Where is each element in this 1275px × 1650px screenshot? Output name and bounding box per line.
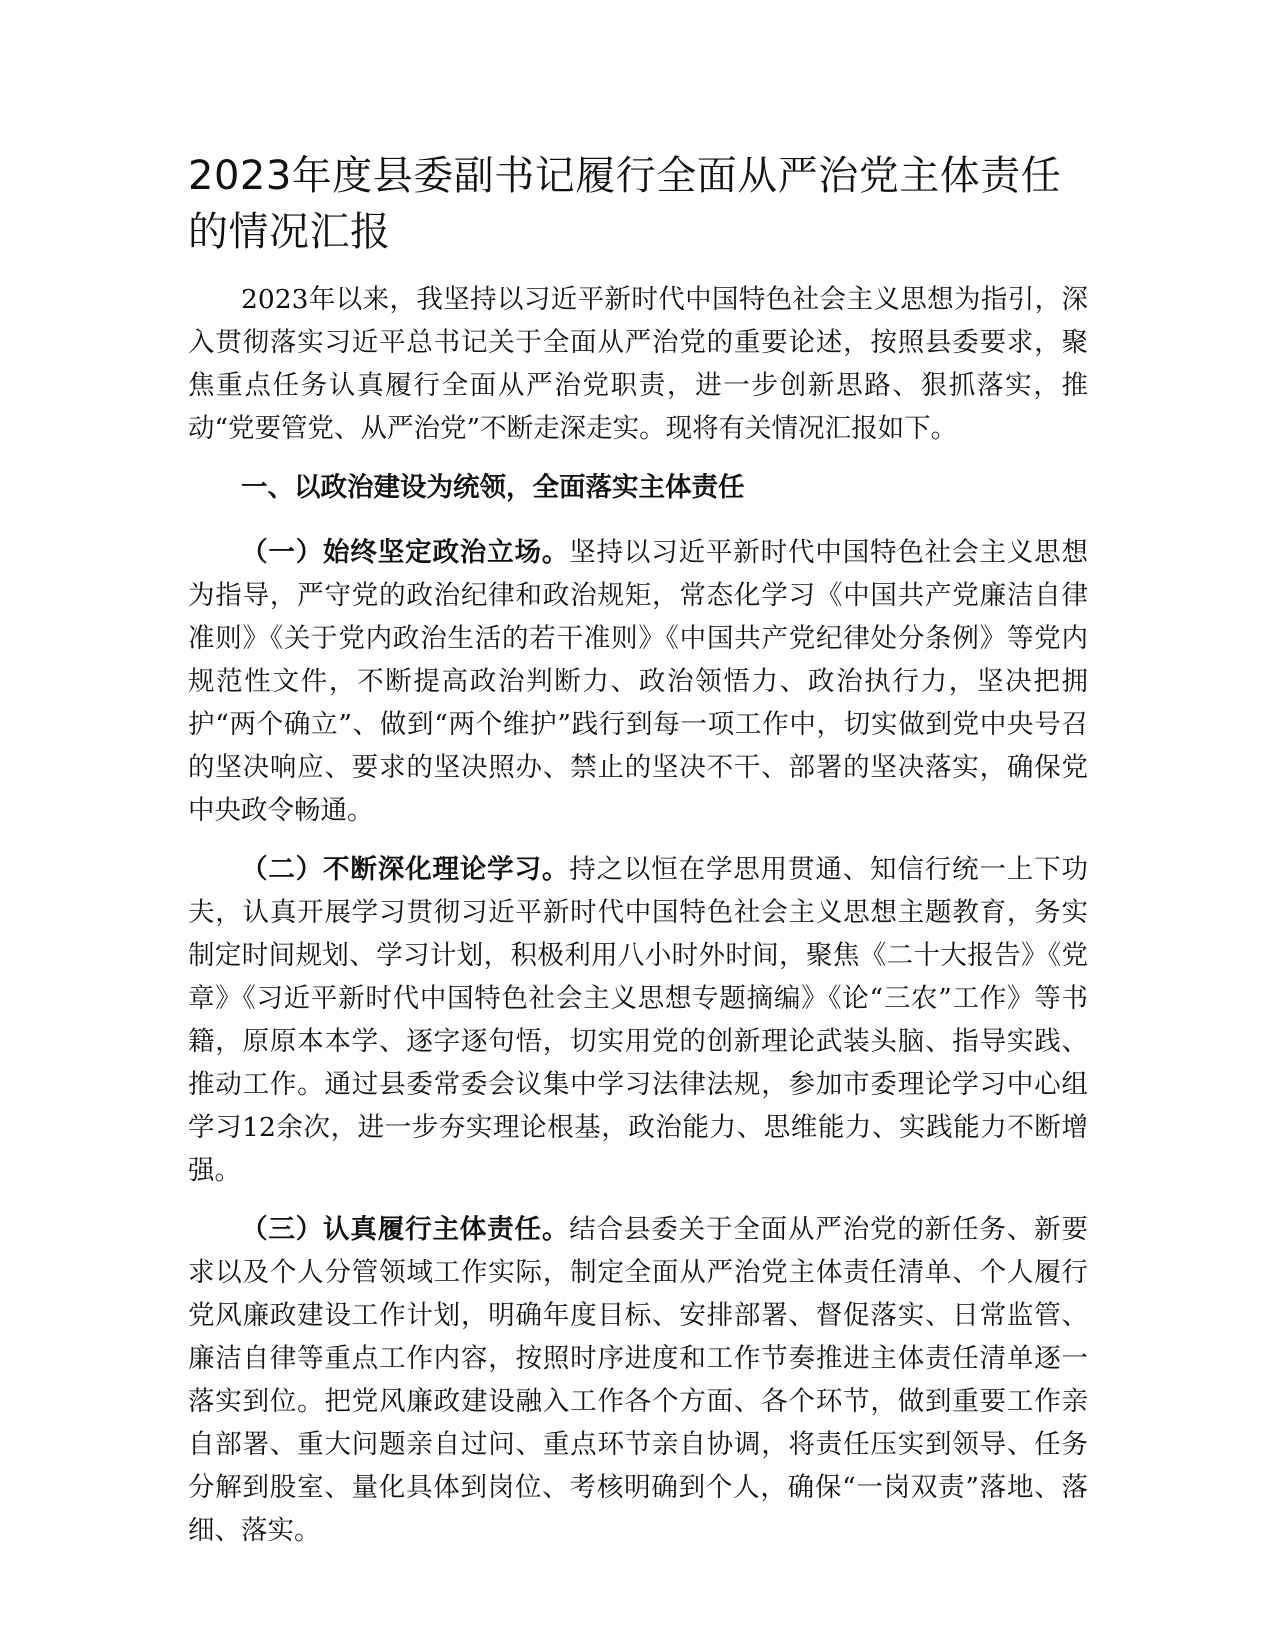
item-1-lead: （一）始终坚定政治立场。 (241, 537, 570, 568)
section1-item-1 (188, 531, 1088, 832)
document-page (188, 148, 1088, 1568)
section1-item-2 (188, 848, 1088, 1192)
intro-paragraph: 2023年以来，我坚持以习近平新时代中国特色社会主义思想为指引，深入贯彻落实习近平总书记关于全面从严治党的重要论述，按照县委要求，聚焦重点任务认真履行全面从严治党职责，进一步创新思路、狠抓落实，推动“党要管党、从严治党”不断走深走实。现将有关情况汇报如下。 (188, 284, 1088, 444)
item-1-text: 坚持以习近平新时代中国特色社会主义思想为指导，严守党的政治纪律和政治规矩，常态化学习《中国共产党廉洁自律准则》《关于党内政治生活的若干准则》《中国共产党纪律处分条例》等党内规范性文件，不断提高政治判断力、政治领悟力、政治执行力，坚决把拥护“两个确立”、做到“两个维护”践行到每一项工作中，切实做到党中央号召的坚决响应、要求的坚决照办、禁止的坚决不干、部署的坚决落实，确保党中央政令畅通。 (188, 537, 1089, 826)
item-3-text: 结合县委关于全面从严治党的新任务、新要求以及个人分管领域工作实际，制定全面从严治党主体责任清单、个人履行党风廉政建设工作计划，明确年度目标、安排部署、督促落实、日常监管、廉洁自律等重点工作内容，按照时序进度和工作节奏推进主体责任清单逐一落实到位。把党风廉政建设融入工作各个方面、各个环节，做到重要工作亲自部署、重大问题亲自过问、重点环节亲自协调，将责任压实到领导、任务分解到股室、量化具体到岗位、考核明确到个人，确保“一岗双责”落地、落细、落实。 (188, 1214, 1089, 1546)
document-title: 2023年度县委副书记履行全面从严治党主体责任的情况汇报 (188, 153, 1062, 255)
item-3-lead: （三）认真履行主体责任。 (241, 1214, 570, 1245)
section-heading-1: 一、以政治建设为统领，全面落实主体责任 (241, 472, 745, 503)
section1-item-3 (188, 1208, 1088, 1552)
item-2-lead: （二）不断深化理论学习。 (241, 854, 570, 885)
item-2-text: 持之以恒在学思用贯通、知信行统一上下功夫，认真开展学习贯彻习近平新时代中国特色社会主义思想主题教育，务实制定时间规划、学习计划，积极利用八小时外时间，聚焦《二十大报告》《党章》《习近平新时代中国特色社会主义思想专题摘编》《论“三农”工作》等书籍，原原本本学、逐字逐句悟，切实用党的创新理论武装头脑、指导实践、推动工作。通过县委常委会议集中学习法律法规，参加市委理论学习中心组学习12余次，进一步夯实理论根基，政治能力、思维能力、实践能力不断增强。 (188, 854, 1089, 1186)
